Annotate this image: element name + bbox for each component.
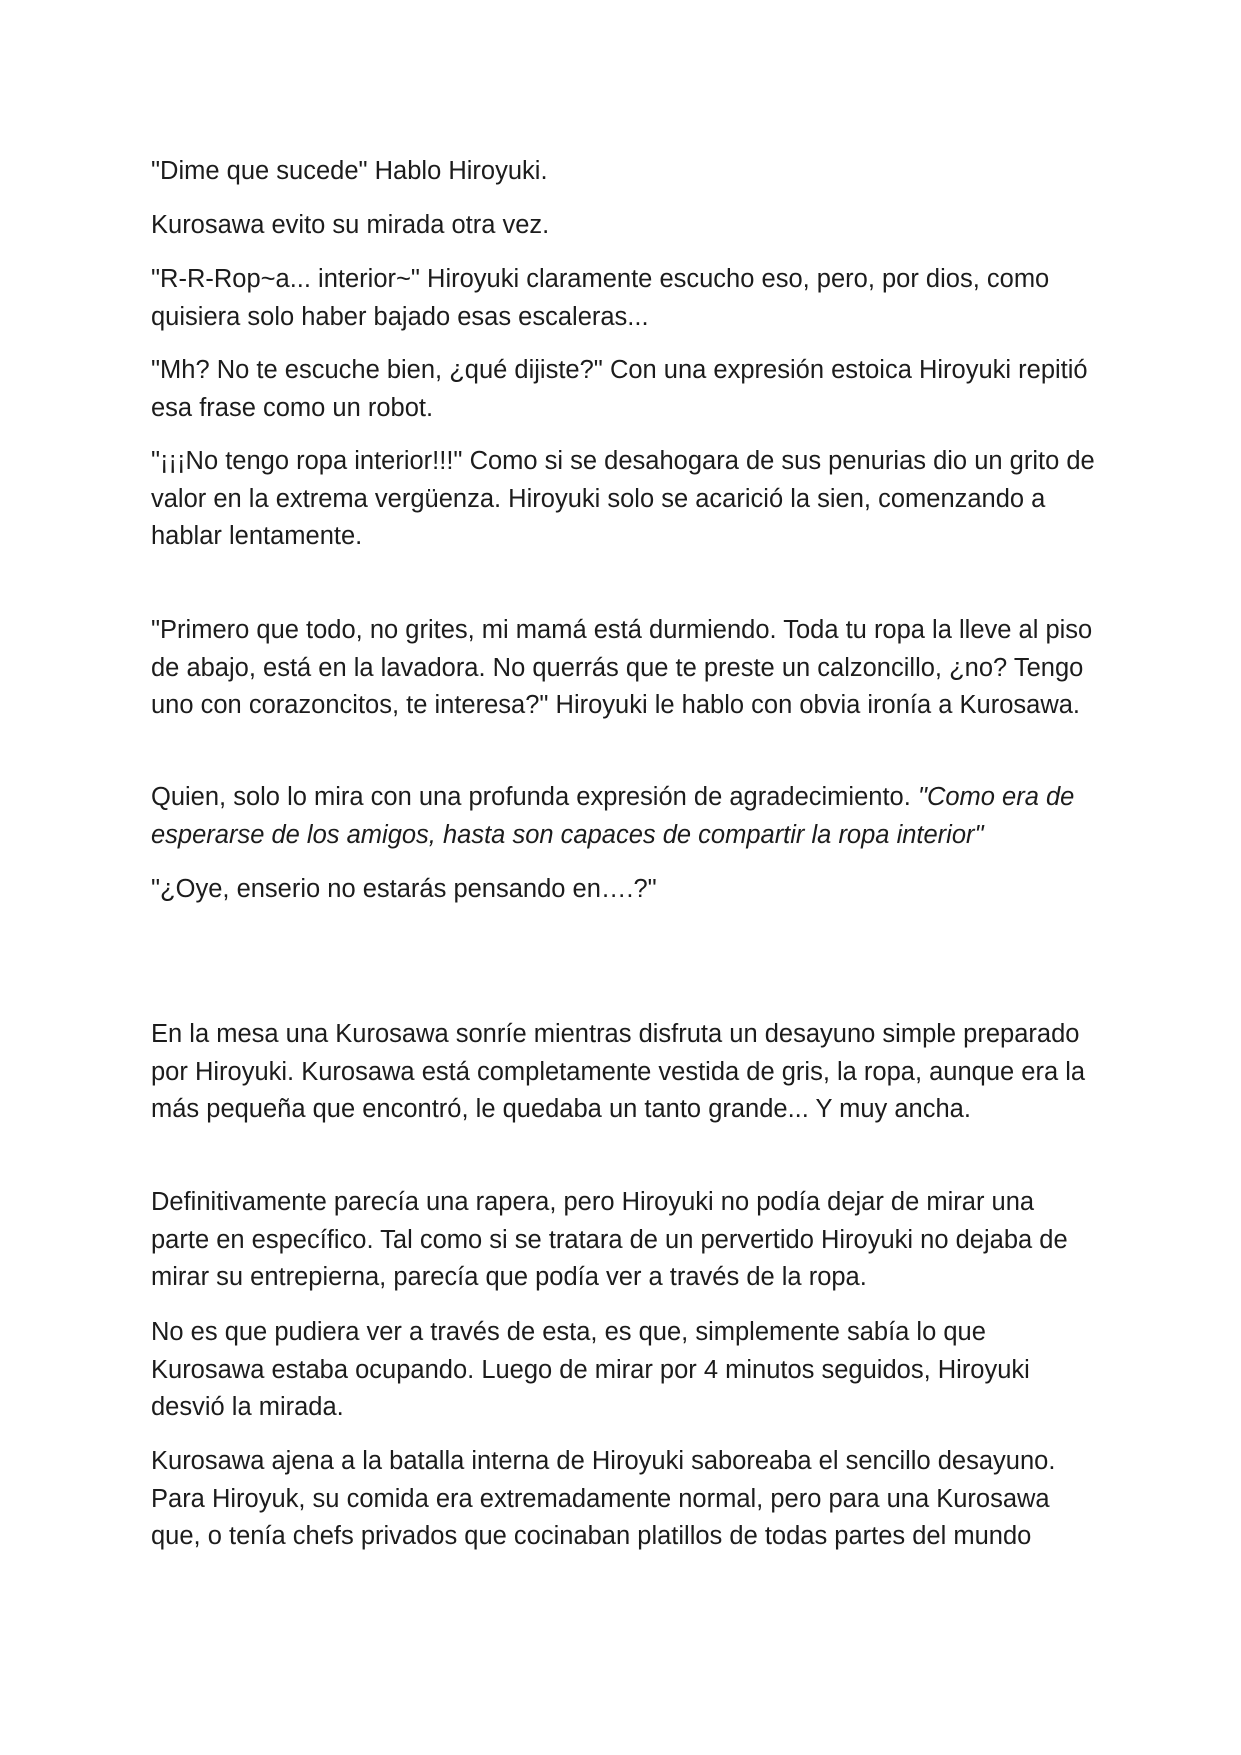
paragraph-11-text: No es que pudiera ver a través de esta, es que, simplemente sabía lo que Kurosawa estaba ocupando. Luego de mirar por 4 minutos seguidos, Hiroyuki desvió la mirada. [151, 1318, 1030, 1421]
paragraph-3-text: "R-R-Rop~a... interior~" Hiroyuki claramente escucho eso, pero, por dios, como quisiera solo haber bajado esas escaleras... [151, 265, 1050, 331]
paragraph-9 [151, 1016, 1096, 1129]
paragraph-2-text: Kurosawa evito su mirada otra vez. [151, 211, 550, 239]
paragraph-6-text: "Primero que todo, no grites, mi mamá está durmiendo. Toda tu ropa la lleve al piso de abajo, está en la lavadora. No querrás que te preste un calzoncillo, ¿no? Tengo uno con corazoncitos, te interesa?" Hiroyuki le hablo con obvia ironía a Kurosawa. [151, 616, 1093, 719]
paragraph-7-italic-quote: "Como era de esperarse de los amigos, hasta son capaces de compartir la ropa interior" [151, 783, 1075, 849]
paragraph-10-text: Definitivamente parecía una rapera, pero Hiroyuki no podía dejar de mirar una parte en específico. Tal como si se tratara de un pervertido Hiroyuki no dejaba de mirar su entrepierna, parecía que podía ver a través de la ropa. [151, 1188, 1068, 1291]
paragraph-8-text: "¿Oye, enserio no estarás pensando en….?" [151, 875, 657, 903]
paragraph-5-text: "¡¡¡No tengo ropa interior!!!" Como si se desahogara de sus penurias dio un grito de valor en la extrema vergüenza. Hiroyuki solo se acarició la sien, comenzando a hablar lentamente. [151, 447, 1095, 550]
paragraph-2 [151, 207, 1096, 245]
paragraph-12 [151, 1443, 1096, 1556]
paragraph-12-text: Kurosawa ajena a la batalla interna de Hiroyuki saboreaba el sencillo desayuno. Para Hiroyuk, su comida era extremadamente normal, pero para una Kurosawa que, o tenía chefs privados que cocinaban platillos de todas partes del mundo [151, 1447, 1056, 1550]
paragraph-1-text: "Dime que sucede" Hablo Hiroyuki. [151, 157, 548, 185]
paragraph-4 [151, 352, 1096, 427]
paragraph-4-text: "Mh? No te escuche bien, ¿qué dijiste?" Con una expresión estoica Hiroyuki repitió esa frase como un robot. [151, 356, 1088, 422]
paragraph-7 [151, 779, 1096, 854]
paragraph-7-normal: Quien, solo lo mira con una profunda expresión de agradecimiento. [151, 783, 918, 811]
paragraph-3 [151, 261, 1096, 336]
paragraph-1 [151, 153, 1096, 191]
paragraph-7-text [151, 779, 1096, 854]
paragraph-9-text: En la mesa una Kurosawa sonríe mientras disfruta un desayuno simple preparado por Hiroyuki. Kurosawa está completamente vestida de gris, la ropa, aunque era la más pequeña que encontró, le quedaba un tanto grande... Y muy ancha. [151, 1020, 1086, 1123]
paragraph-10 [151, 1184, 1096, 1297]
paragraph-11 [151, 1314, 1096, 1427]
paragraph-8 [151, 871, 1096, 909]
paragraph-6 [151, 612, 1096, 725]
paragraph-5 [151, 443, 1096, 556]
